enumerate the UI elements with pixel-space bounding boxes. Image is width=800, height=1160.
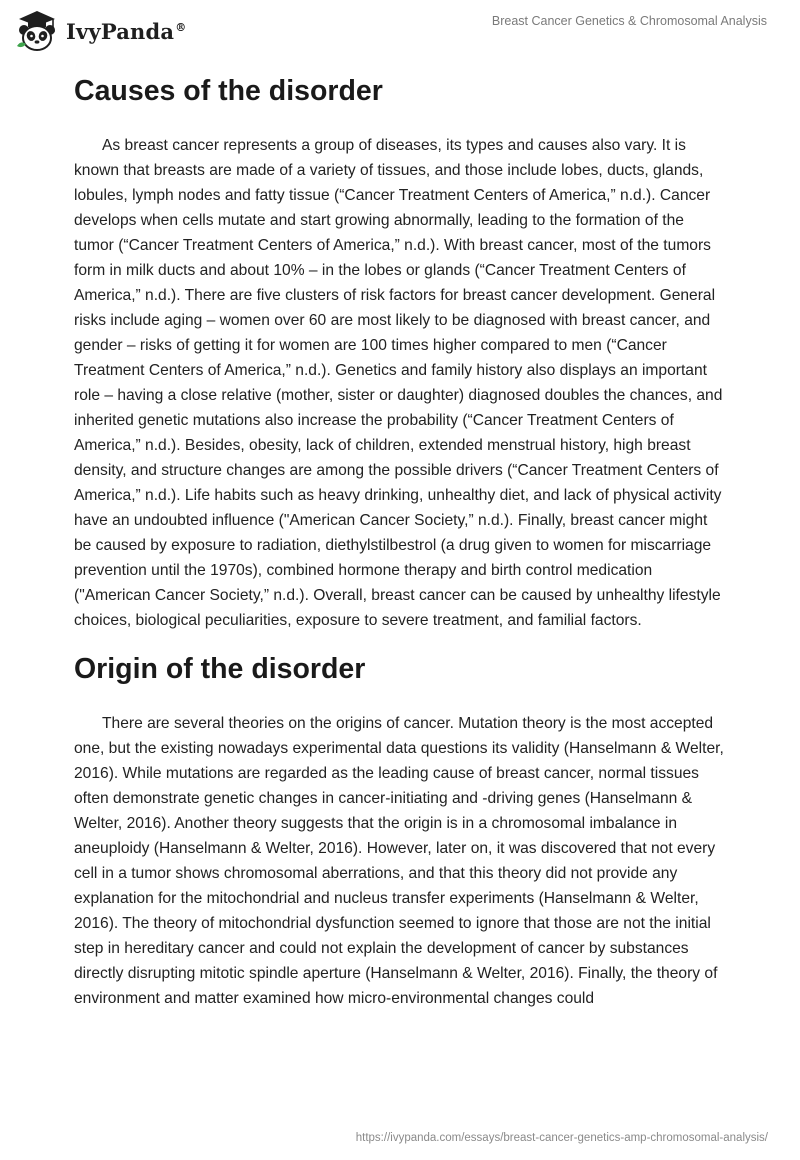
panda-graduate-icon (14, 8, 60, 54)
brand-name: IvyPanda® (66, 18, 187, 44)
section-heading-causes: Causes of the disorder (74, 75, 383, 107)
document-body (74, 72, 724, 1011)
section-paragraph-causes: As breast cancer represents a group of diseases, its types and causes also vary. It is known that breasts are made of a variety of tissues, and those include lobes, ducts, glands, lobules, lymph nodes and fatty tissue (“Cancer Treatment Centers of America,” n.d.). Cancer develops when cells mutate and start growing abnormally, leading to the formation of the tumor (“Cancer Treatment Centers of America,” n.d.). With breast cancer, most of the tumors form in milk ducts and about 10% – in the lobes or glands (“Cancer Treatment Centers of America,” n.d.). There are five clusters of risk factors for breast cancer development. General risks include aging – women over 60 are most likely to be diagnosed with breast cancer, and gender – risks of getting it for women are 100 times higher compared to men (“Cancer Treatment Centers of America,” n.d.). Genetics and family history also displays an important role – having a close relative (mother, sister or daughter) diagnosed doubles the chances, and inherited genetic mutations also increase the probability (“Cancer Treatment Centers of America,” n.d.). Besides, obesity, lack of children, extended menstrual history, high breast density, and structure changes are among the possible drivers (“Cancer Treatment Centers of America,” n.d.). Life habits such as heavy drinking, unhealthy diet, and lack of physical activity have an undoubted influence ("American Cancer Society,” n.d.). Finally, breast cancer might be caused by exposure to radiation, diethylstilbestrol (a drug given to women for miscarriage prevention until the 1970s), combined hormone therapy and birth control medication ("American Cancer Society,” n.d.). Overall, breast cancer can be caused by unhealthy lifestyle choices, biological peculiarities, exposure to severe treatment, and familial factors. (74, 137, 723, 629)
source-url[interactable]: https://ivypanda.com/essays/breast-cancer-genetics-amp-chromosomal-analysis/ (355, 1132, 768, 1144)
ivypanda-logo[interactable] (14, 8, 186, 54)
section-paragraph-origin: There are several theories on the origins of cancer. Mutation theory is the most accepted one, but the existing nowadays experimental data questions its validity (Hanselmann & Welter, 2016). While mutations are regarded as the leading cause of breast cancer, normal tissues often demonstrate genetic changes in cancer-initiating and -driving genes (Hanselmann & Welter, 2016). Another theory suggests that the origin is in a chromosomal imbalance in aneuploidy (Hanselmann & Welter, 2016). However, later on, it was discovered that not every cell in a tumor shows chromosomal aberrations, and that this theory did not provide any explanation for the mitochondrial and nucleus transfer experiments (Hanselmann & Welter, 2016). The theory of mitochondrial dysfunction seemed to ignore that those are not the initial step in hereditary cancer and could not explain the development of cancer by substances directly disrupting mitotic spindle aperture (Hanselmann & Welter, 2016). Finally, the theory of environment and matter examined how micro-environmental changes could (74, 715, 724, 1007)
page-header (0, 0, 800, 60)
document-title: Breast Cancer Genetics & Chromosomal Analysis (491, 14, 767, 28)
section-heading-origin: Origin of the disorder (74, 653, 366, 685)
